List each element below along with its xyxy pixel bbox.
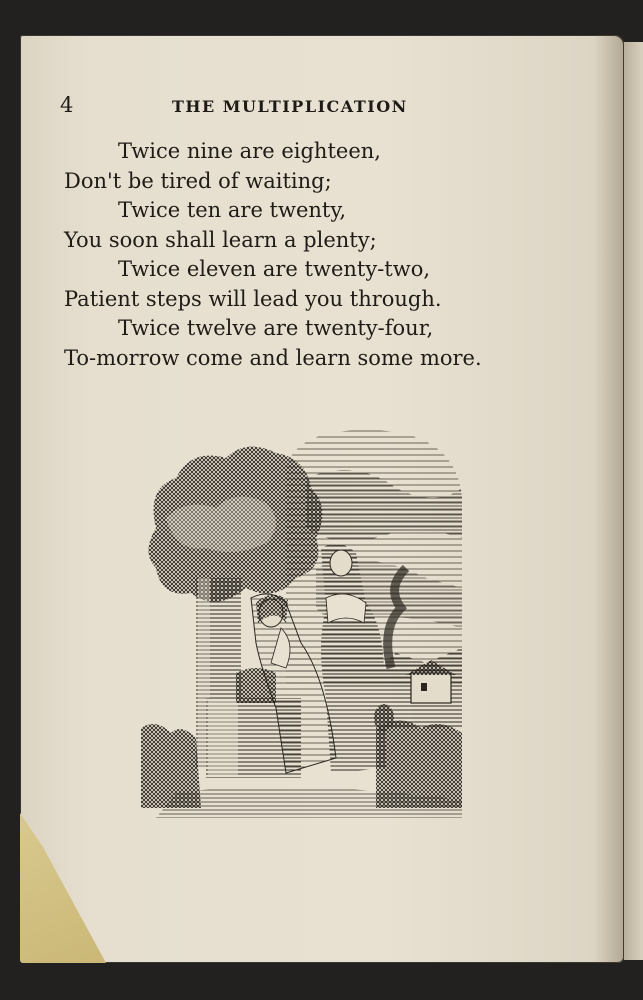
engraving-two-women-at-well-icon <box>136 428 466 818</box>
page-header <box>60 93 560 119</box>
page-number: 4 <box>60 93 74 117</box>
running-title: THE MULTIPLICATION <box>172 97 408 116</box>
page-corner-stain <box>20 813 106 963</box>
poem-line: Patient steps will lead you through. <box>64 286 442 311</box>
poem-line: Twice twelve are twenty-four, <box>118 316 434 340</box>
poem-line: Don't be tired of waiting; <box>64 168 332 193</box>
facing-page-edge <box>624 42 643 960</box>
poem-line: You soon shall learn a plenty; <box>64 227 377 252</box>
poem-line: Twice eleven are twenty-two, <box>118 257 431 281</box>
poem <box>64 137 584 373</box>
poem-line: To-morrow come and learn some more. <box>64 345 482 370</box>
poem-line: Twice ten are twenty, <box>118 198 347 222</box>
spine-shadow <box>594 35 624 963</box>
poem-line: Twice nine are eighteen, <box>118 139 381 163</box>
book-page <box>20 35 624 963</box>
